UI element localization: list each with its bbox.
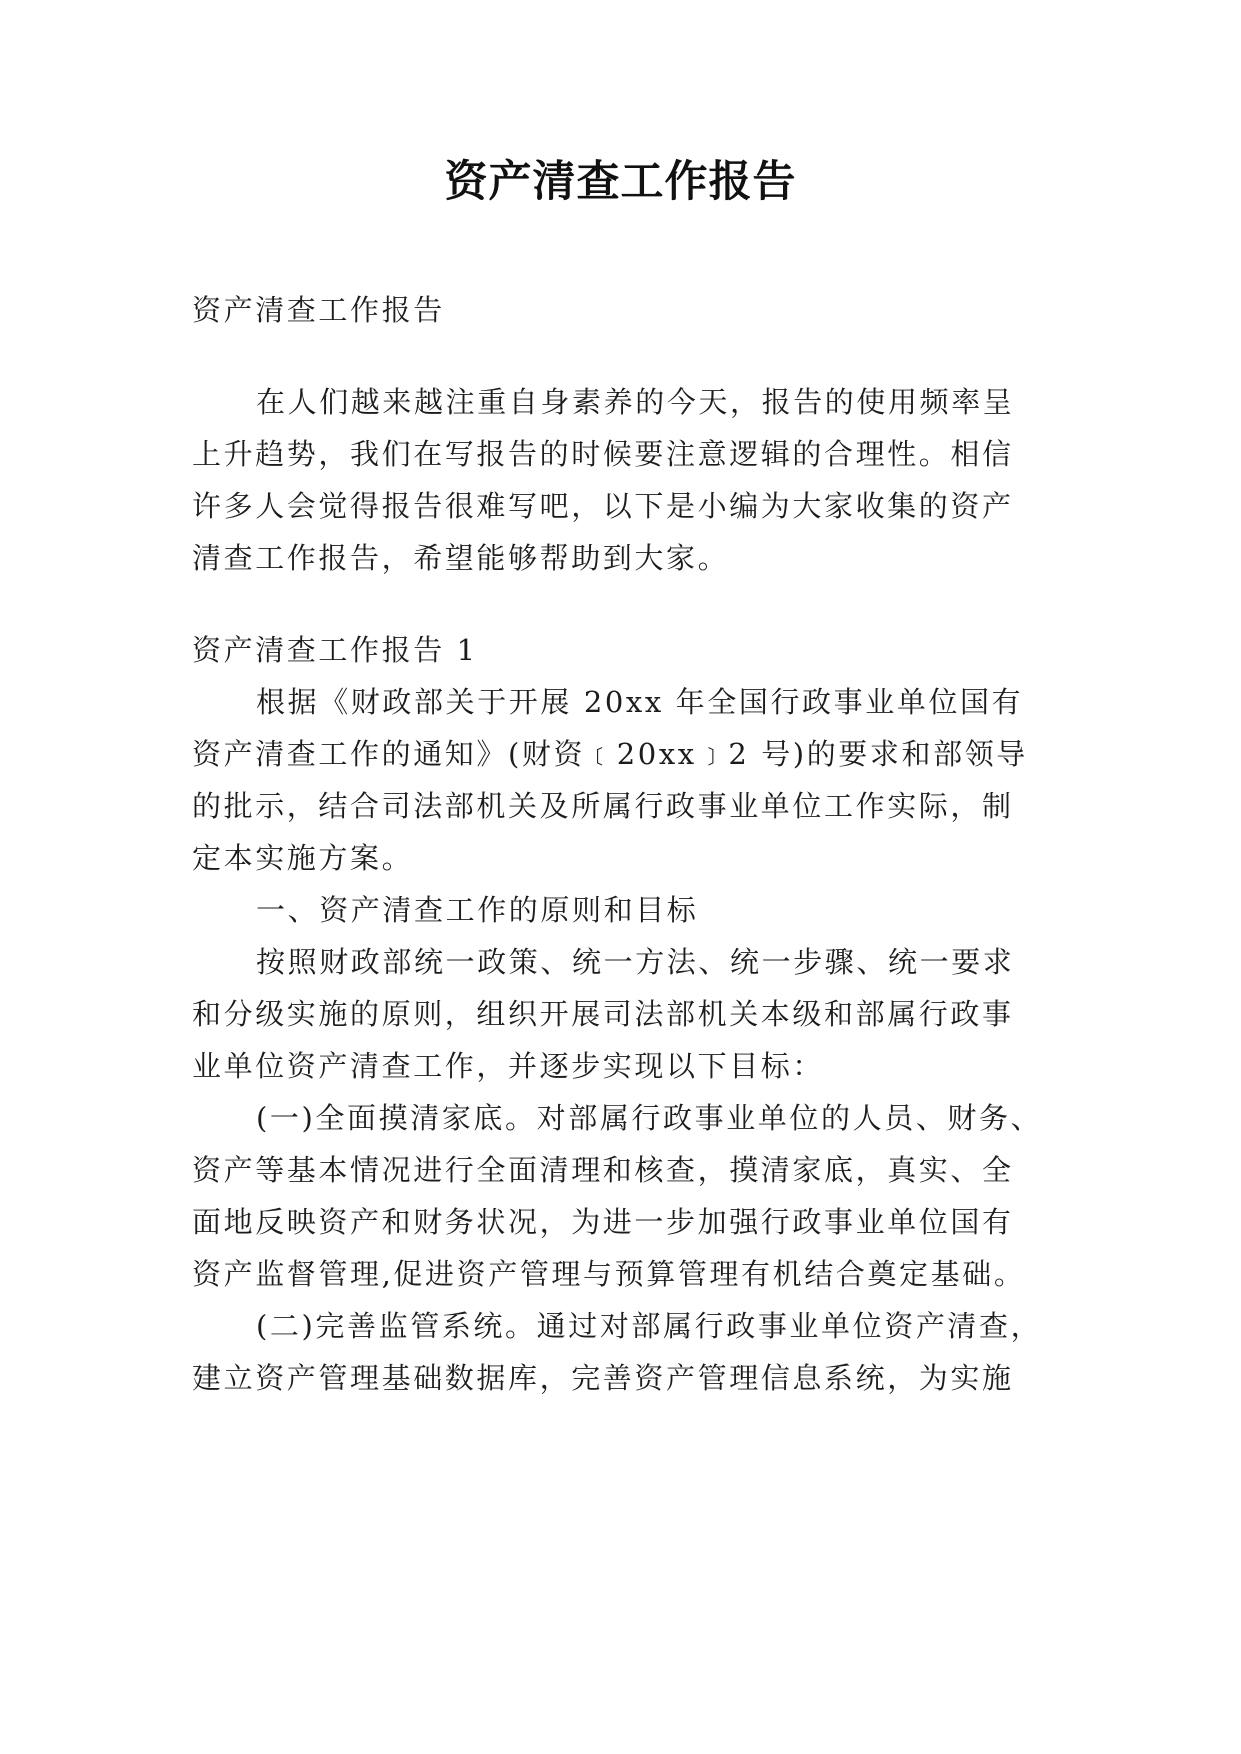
body-line: (一)全面摸清家底。对部属行政事业单位的人员、财务、 — [256, 1101, 1043, 1135]
body-line: (二)完善监管系统。通过对部属行政事业单位资产清查， — [256, 1309, 1043, 1343]
section-heading: 资产清查工作报告 — [192, 293, 445, 327]
subsection-heading: 一、资产清查工作的原则和目标 — [256, 893, 699, 927]
body-line: 面地反映资产和财务状况，为进一步加强行政事业单位国有 — [192, 1205, 1014, 1239]
body-line: 的批示，结合司法部机关及所属行政事业单位工作实际，制 — [192, 789, 1014, 823]
body-line: 业单位资产清查工作，并逐步实现以下目标： — [192, 1049, 825, 1083]
section-heading: 资产清查工作报告 1 — [192, 633, 478, 667]
body-line: 许多人会觉得报告很难写吧，以下是小编为大家收集的资产 — [192, 489, 1014, 523]
document-title: 资产清查工作报告 — [444, 157, 797, 207]
body-line: 资产监督管理,促进资产管理与预算管理有机结合奠定基础。 — [192, 1257, 1026, 1291]
body-line: 建立资产管理基础数据库，完善资产管理信息系统，为实施 — [192, 1361, 1014, 1395]
body-line: 上升趋势，我们在写报告的时候要注意逻辑的合理性。相信 — [192, 437, 1014, 471]
body-line: 资产等基本情况进行全面清理和核查，摸清家底，真实、全 — [192, 1153, 1014, 1187]
body-line: 和分级实施的原则，组织开展司法部机关本级和部属行政事 — [192, 997, 1014, 1031]
body-line: 清查工作报告，希望能够帮助到大家。 — [192, 541, 730, 575]
body-line: 资产清查工作的通知》(财资﹝20xx﹞2 号)的要求和部领导 — [192, 737, 1028, 771]
body-line: 在人们越来越注重自身素养的今天，报告的使用频率呈 — [256, 385, 1015, 419]
body-line: 定本实施方案。 — [192, 841, 414, 875]
body-line: 根据《财政部关于开展 20xx 年全国行政事业单位国有 — [256, 685, 1024, 719]
body-line: 按照财政部统一政策、统一方法、统一步骤、统一要求 — [256, 945, 1015, 979]
